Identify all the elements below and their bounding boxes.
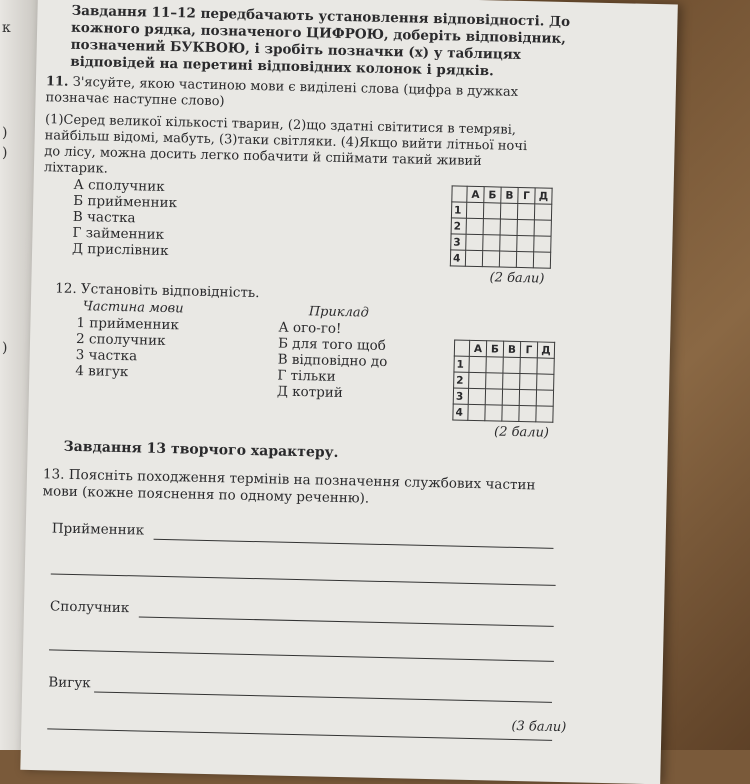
q13-prompt — [42, 466, 553, 512]
grid-cell[interactable] — [503, 373, 520, 389]
q13-text: Поясніть походження термінів на позначення службових частин мови (кожне пояснення по одному реченню). — [42, 466, 536, 507]
grid-cell[interactable] — [520, 374, 537, 390]
grid-row-header: 3 — [453, 388, 468, 404]
option-item: 1 прийменник — [76, 314, 180, 334]
q12-answer-grid — [452, 340, 555, 423]
grid-col-header: А — [467, 186, 484, 202]
grid-row-header: 4 — [450, 250, 465, 266]
grid-cell[interactable] — [465, 250, 482, 266]
grid-col-header: Д — [537, 342, 554, 358]
q13-number: 13. — [42, 466, 65, 483]
answer-line[interactable] — [47, 728, 552, 740]
grid-corner — [452, 186, 467, 202]
q11-options — [72, 177, 178, 259]
answer-line[interactable] — [94, 691, 552, 702]
grid-cell[interactable] — [534, 204, 551, 220]
grid-cell[interactable] — [466, 234, 483, 250]
answer-line[interactable] — [139, 616, 554, 626]
grid-cell[interactable] — [519, 390, 536, 406]
grid-cell[interactable] — [468, 404, 485, 420]
grid-cell[interactable] — [519, 406, 536, 422]
grid-cell[interactable] — [483, 235, 500, 251]
tasks-intro: Завдання 11–12 передбачають установлення відповідності. До кожного рядка, позначеного ЦИФРОЮ, доберіть відповідник, позначений БУКВОЮ, і зробіть позначки (х) у таблицях відповідей на перетині відповідних колонок і рядків. — [70, 2, 571, 80]
option-item: В відповідно до — [277, 351, 388, 371]
grid-row-header: 1 — [454, 356, 469, 372]
grid-col-header: Б — [486, 341, 503, 357]
q12-col2 — [277, 320, 388, 402]
grid-cell[interactable] — [536, 406, 553, 422]
edge-glyph: ) — [2, 125, 8, 141]
grid-cell[interactable] — [536, 390, 553, 406]
answer-label-conjunction: Сполучник — [49, 598, 130, 617]
option-item: 2 сполучник — [75, 330, 166, 349]
grid-cell[interactable] — [500, 219, 517, 235]
grid-cell[interactable] — [520, 358, 537, 374]
grid-cell[interactable] — [534, 236, 551, 252]
edge-glyph: ) — [2, 340, 8, 356]
answer-label-interjection: Вигук — [48, 674, 91, 692]
grid-cell[interactable] — [517, 235, 534, 251]
grid-cell[interactable] — [533, 252, 550, 268]
q11-prompt — [45, 74, 546, 117]
q11-text: З'ясуйте, якою частиною мови є виділені слова (цифра в дужках позначає наступне слово) — [45, 74, 519, 110]
grid-cell[interactable] — [502, 405, 519, 421]
grid-row-header: 3 — [451, 234, 466, 250]
grid-cell[interactable] — [469, 372, 486, 388]
grid-cell[interactable] — [482, 251, 499, 267]
grid-col-header: Г — [518, 187, 535, 203]
q12-col1-header: Частина мови — [82, 299, 184, 317]
grid-cell[interactable] — [486, 373, 503, 389]
q12-col2-header: Приклад — [308, 304, 369, 321]
grid-cell[interactable] — [516, 251, 533, 267]
option-item: А ого-го! — [278, 319, 342, 337]
q12-number: 12. — [55, 280, 77, 297]
grid-cell[interactable] — [483, 203, 500, 219]
grid-row-header: 2 — [454, 372, 469, 388]
grid-col-header: В — [501, 187, 518, 203]
q11-paragraph: (1)Серед великої кількості тварин, (2)що здатні світитися в темряві, найбільш відомі, мабуть, (3)таки світляки. (4)Якщо вийти літньої ночі до лісу, можна досить легко побачити й спіймати такий живий ліхтарик. — [43, 112, 528, 177]
grid-col-header: А — [469, 340, 486, 356]
grid-cell[interactable] — [534, 220, 551, 236]
grid-cell[interactable] — [500, 235, 517, 251]
grid-cell[interactable] — [517, 219, 534, 235]
q11-number: 11. — [45, 74, 69, 90]
grid-row-header: 1 — [451, 202, 466, 218]
q12-prompt — [55, 280, 260, 301]
option-item: Г займенник — [72, 224, 165, 243]
workbook-page — [20, 0, 678, 784]
grid-cell[interactable] — [503, 357, 520, 373]
grid-cell[interactable] — [466, 218, 483, 234]
option-item: Д котрий — [276, 383, 344, 402]
task13-header: Завдання 13 творчого характеру. — [63, 438, 339, 461]
grid-cell[interactable] — [499, 251, 516, 267]
grid-col-header: Г — [520, 342, 537, 358]
grid-row-header: 2 — [451, 218, 466, 234]
option-item: 3 частка — [75, 346, 138, 365]
q11-answer-grid — [450, 185, 553, 268]
grid-corner — [454, 340, 469, 356]
option-item: Б для того щоб — [277, 335, 387, 354]
grid-cell[interactable] — [468, 388, 485, 404]
answer-line[interactable] — [49, 649, 554, 661]
grid-cell[interactable] — [502, 389, 519, 405]
edge-glyph: к — [2, 20, 11, 36]
option-item: А сполучник — [73, 176, 165, 195]
grid-cell[interactable] — [469, 356, 486, 372]
edge-glyph: ) — [2, 145, 8, 161]
grid-cell[interactable] — [537, 358, 554, 374]
grid-col-header: Д — [535, 188, 552, 204]
answer-label-preposition: Прийменник — [51, 520, 145, 539]
grid-cell[interactable] — [517, 203, 534, 219]
q11-score: (2 бали) — [489, 270, 545, 287]
grid-cell[interactable] — [486, 357, 503, 373]
grid-cell[interactable] — [466, 202, 483, 218]
grid-col-header: В — [503, 341, 520, 357]
grid-cell[interactable] — [537, 374, 554, 390]
q13-score: (3 бали) — [511, 718, 567, 736]
grid-col-header: Б — [484, 187, 501, 203]
q12-title: Установіть відповідність. — [80, 281, 260, 302]
grid-cell[interactable] — [485, 405, 502, 421]
option-item: В частка — [72, 208, 136, 227]
option-item: Д прислівник — [71, 240, 169, 260]
grid-cell[interactable] — [485, 389, 502, 405]
grid-row-header: 4 — [453, 404, 468, 420]
answer-line[interactable] — [51, 573, 556, 585]
grid-cell[interactable] — [483, 219, 500, 235]
q12-score: (2 бали) — [493, 424, 550, 441]
answer-line[interactable] — [154, 539, 554, 549]
option-item: Г тільки — [277, 367, 336, 385]
q12-col1 — [75, 315, 179, 381]
grid-cell[interactable] — [500, 203, 517, 219]
option-item: Б прийменник — [73, 192, 178, 212]
option-item: 4 вигук — [75, 362, 129, 381]
